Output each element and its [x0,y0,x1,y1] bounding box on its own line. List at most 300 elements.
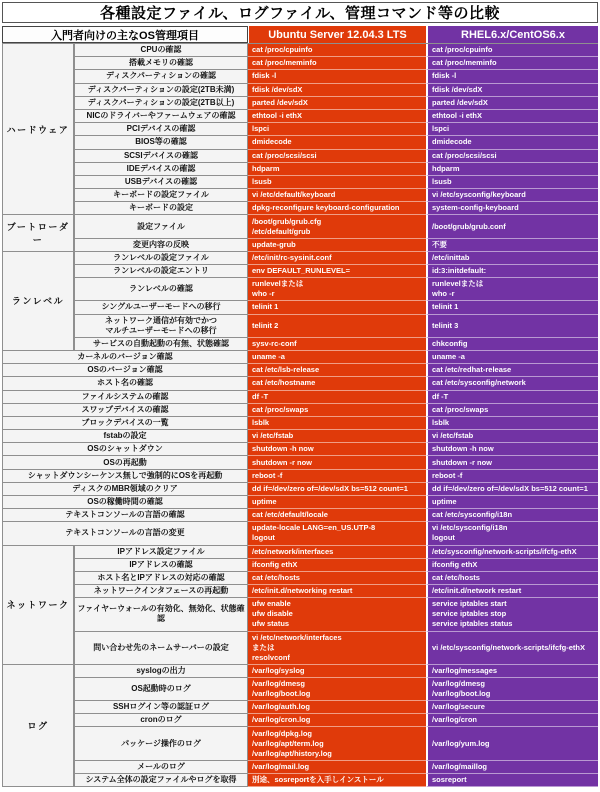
cell-line: シャットダウンシーケンス無しで強制的にOSを再起動 [27,470,223,480]
item-label [74,123,248,136]
item-label [74,252,248,265]
item-label [74,110,248,123]
table-row [2,404,598,417]
cell-line: /var/log/maillog [432,761,488,771]
cell-line: 設定ファイル [137,221,185,231]
table-row [74,215,598,238]
item-label [2,509,248,522]
cell-line: lsblk [252,417,270,427]
cell-line: ディスクパーティションの設定(2TB未満) [87,84,235,94]
table-header-row [2,26,598,43]
cell-line: cronのログ [140,715,182,725]
item-label [74,189,248,202]
cell-line: キーボードの設定ファイル [113,190,209,200]
cell-line: USBデバイスの確認 [124,176,198,186]
rhel-command-cell [426,110,598,123]
ubuntu-command-cell [248,252,426,265]
cell-line: CPUの確認 [140,45,182,55]
ubuntu-command-cell [248,97,426,110]
ubuntu-command-cell [248,265,426,278]
cell-line: または [252,642,275,652]
rhel-command-cell [426,338,598,351]
cell-line: chkconfig [432,338,468,348]
cell-line: /var/log/mail.log [252,761,310,771]
item-label [74,678,248,701]
cell-line: ufw disable [252,609,293,619]
ubuntu-command-cell [248,483,426,496]
ubuntu-command-cell [248,761,426,774]
cell-line: cat /proc/swaps [252,404,309,414]
rhel-command-cell [426,377,598,390]
ubuntu-command-cell [248,364,426,377]
cell-line: syslogの出力 [136,665,186,675]
cell-line: /etc/init.d/network restart [432,586,522,596]
table-row [74,714,598,727]
table-row [74,70,598,83]
cell-line: ufw enable [252,599,291,609]
rhel-command-cell [426,559,598,572]
cell-line: lsusb [432,176,452,186]
table-section [2,44,598,215]
table-section [2,252,598,351]
cell-line: dmidecode [432,137,472,147]
cell-line: env DEFAULT_RUNLEVEL= [252,266,351,276]
cell-line: /var/log/dmesg [252,678,305,688]
cell-line: cat /etc/hostname [252,378,316,388]
ubuntu-command-cell [248,202,426,215]
cell-line: カーネルのバージョン確認 [77,352,173,362]
table-row [2,496,598,509]
ubuntu-command-cell [248,57,426,70]
cell-line: ホスト名の確認 [97,378,153,388]
cell-line: cat /etc/lsb-release [252,365,320,375]
cell-line: OS起動時のログ [131,683,191,693]
ubuntu-command-cell [248,470,426,483]
cell-line: SCSIデバイスの確認 [123,150,199,160]
rhel-command-cell [426,123,598,136]
table-row [74,598,598,631]
ubuntu-command-cell [248,84,426,97]
cell-line: uptime [432,497,457,507]
item-label [2,470,248,483]
cell-line: vi /etc/sysconfig/i18n [432,523,508,533]
rhel-command-cell [426,714,598,727]
cell-line: uname -a [252,352,285,362]
rhel-command-cell [426,522,598,545]
cell-line: OSの再起動 [103,457,147,467]
item-label [74,714,248,727]
header-ubuntu-column: Ubuntu Server 12.04.3 LTS [248,26,426,43]
table-row [2,443,598,456]
item-label [2,364,248,377]
ubuntu-command-cell [248,44,426,57]
cell-line: uptime [252,497,277,507]
cell-line: update-locale LANG=en_US.UTP-8 [252,523,376,533]
cell-line: BIOS等の確認 [135,137,187,147]
cell-line: /etc/inittab [432,252,470,262]
cell-line: ブロックデバイスの一覧 [81,417,169,427]
ubuntu-command-cell [248,727,426,760]
cell-line: ifconfig ethX [252,559,298,569]
cell-line: vi /etc/fstab [432,431,474,441]
cell-line: cat /proc/swaps [432,404,489,414]
ubuntu-command-cell [248,278,426,301]
table-row [74,110,598,123]
cell-line: dpkg-reconfigure keyboard-configuration [252,203,400,213]
cell-line: telinit 1 [252,302,279,312]
table-row [74,123,598,136]
table-row [74,57,598,70]
cell-line: テキストコンソールの言語の確認 [65,510,185,520]
rhel-command-cell [426,598,598,631]
header-rhel-column: RHEL6.x/CentOS6.x [426,26,598,43]
cell-line: who -r [432,289,455,299]
item-label [74,265,248,278]
item-label [74,202,248,215]
cell-line: /etc/sysconfig/network-scripts/ifcfg-ethX [432,546,577,556]
ubuntu-command-cell [248,110,426,123]
ubuntu-command-cell [248,215,426,238]
cell-line: 不要 [432,239,447,249]
rhel-command-cell [426,572,598,585]
item-label [74,665,248,678]
table-row [74,546,598,559]
item-label [74,559,248,572]
rhel-command-cell [426,150,598,163]
cell-line: /etc/default/grub [252,226,311,236]
table-row [2,364,598,377]
cell-line: cat /proc/cpuinfo [432,45,493,55]
cell-line: cat /etc/sysconfig/network [432,378,526,388]
cell-line: logout [252,533,275,543]
comparison-table [2,43,598,787]
section-rows [74,44,598,215]
ubuntu-command-cell [248,430,426,443]
ubuntu-command-cell [248,123,426,136]
table-row [74,572,598,585]
cell-line: fdisk -l [432,71,457,81]
rhel-command-cell [426,470,598,483]
table-row [74,252,598,265]
cell-line: 問い合わせ先のネームサーバーの設定 [93,642,229,652]
table-row [74,278,598,301]
cell-line: /var/log/secure [432,702,485,712]
item-label [74,774,248,787]
rhel-command-cell [426,44,598,57]
rhel-command-cell [426,585,598,598]
cell-line: shutdown -h now [252,444,314,454]
group-cell: ブートローダー [2,215,74,251]
cell-line: /etc/init.d/networking restart [252,586,353,596]
item-label [74,632,248,665]
ubuntu-command-cell [248,351,426,364]
item-label [74,701,248,714]
cell-line: telinit 1 [432,302,459,312]
table-row [2,430,598,443]
rhel-command-cell [426,701,598,714]
table-row [74,665,598,678]
rhel-command-cell [426,727,598,760]
cell-line: ディスクパーティションの確認 [105,71,217,81]
cell-line: /var/log/dmesg [432,678,485,688]
cell-line: hdparm [252,163,280,173]
item-label [74,572,248,585]
cell-line: telinit 3 [432,320,459,330]
table-row [74,239,598,252]
rhel-command-cell [426,456,598,469]
ubuntu-command-cell [248,572,426,585]
item-label [2,351,248,364]
rhel-command-cell [426,678,598,701]
table-row [2,483,598,496]
cell-line: 搭載メモリの確認 [129,58,193,68]
cell-line: /var/log/yum.log [432,738,490,748]
item-label [2,522,248,545]
cell-line: /var/log/messages [432,665,498,675]
table-row [74,559,598,572]
ubuntu-command-cell [248,714,426,727]
rhel-command-cell [426,761,598,774]
cell-line: ifconfig ethX [432,559,478,569]
cell-line: logout [432,533,455,543]
cell-line: PCIデバイスの確認 [126,124,196,134]
cell-line: キーボードの設定 [129,203,193,213]
table-row [74,678,598,701]
cell-line: dd if=/dev/zero of=/dev/sdX bs=512 count=1 [432,483,588,493]
rhel-command-cell [426,301,598,314]
cell-line: cat /proc/meminfo [252,58,317,68]
cell-line: lspci [252,124,270,134]
item-label [74,150,248,163]
cell-line: update-grub [252,239,296,249]
cell-line: ネットワークインタフェースの再起動 [93,586,229,596]
cell-line: /var/log/syslog [252,665,305,675]
cell-line: /boot/grub/grub.conf [432,221,506,231]
rhel-command-cell [426,417,598,430]
cell-line: サービスの自動起動の有無、状態確認 [93,338,229,348]
section-rows [74,546,598,665]
cell-line: lsblk [432,417,450,427]
cell-line: スワップデバイスの確認 [81,404,169,414]
section-rows [74,252,598,351]
ubuntu-command-cell [248,315,426,338]
cell-line: /boot/grub/grub.cfg [252,216,322,226]
table-row [2,391,598,404]
rhel-command-cell [426,546,598,559]
rhel-command-cell [426,774,598,787]
ubuntu-command-cell [248,70,426,83]
table-row [74,761,598,774]
cell-line: vi /etc/sysconfig/network-scripts/ifcfg-ethX [432,642,585,652]
table-row [74,315,598,338]
table-row [2,470,598,483]
cell-line: cat /proc/scsi/scsi [252,150,317,160]
ubuntu-command-cell [248,546,426,559]
cell-line: 変更内容の反映 [133,239,189,249]
cell-line: shutdown -r now [432,457,492,467]
cell-line: reboot -f [252,470,283,480]
group-cell: ログ [2,665,74,787]
ubuntu-command-cell [248,665,426,678]
cell-line: /var/log/dpkg.log [252,728,313,738]
header-management-items: 入門者向けの主なOS管理項目 [2,26,248,43]
group-cell: ハードウェア [2,44,74,215]
ubuntu-command-cell [248,239,426,252]
table-row [74,44,598,57]
page-title: 各種設定ファイル、ログファイル、管理コマンド等の比較 [2,2,598,23]
ubuntu-command-cell [248,496,426,509]
rhel-command-cell [426,443,598,456]
table-row [74,163,598,176]
cell-line: dmidecode [252,137,292,147]
cell-line: sysv-rc-conf [252,338,297,348]
item-label [74,278,248,301]
cell-line: /var/log/cron.log [252,715,311,725]
table-row [74,136,598,149]
cell-line: parted /dev/sdX [432,97,488,107]
table-row [2,509,598,522]
table-row [2,522,598,545]
table-row [74,632,598,665]
table-row [74,150,598,163]
table-section [2,665,598,787]
table-row [74,189,598,202]
ubuntu-command-cell [248,391,426,404]
ubuntu-command-cell [248,522,426,545]
table-row [74,176,598,189]
table-row [74,97,598,110]
cell-line: fdisk /dev/sdX [432,84,483,94]
ubuntu-command-cell [248,632,426,665]
item-label [74,761,248,774]
ubuntu-command-cell [248,774,426,787]
cell-line: system-config-keyboard [432,203,519,213]
item-label [74,546,248,559]
table-row [74,701,598,714]
cell-line: service iptables status [432,619,513,629]
rhel-command-cell [426,278,598,301]
cell-line: cat /etc/redhat-release [432,365,512,375]
cell-line: parted /dev/sdX [252,97,308,107]
rhel-command-cell [426,252,598,265]
cell-line: lspci [432,124,450,134]
table-section [2,215,598,251]
table-section [2,546,598,665]
item-label [2,430,248,443]
ubuntu-command-cell [248,136,426,149]
cell-line: service iptables stop [432,609,507,619]
cell-line: シングルユーザーモードへの移行 [101,302,221,312]
item-label [74,57,248,70]
rhel-command-cell [426,509,598,522]
cell-line: df -T [432,391,449,401]
item-label [74,70,248,83]
ubuntu-command-cell [248,456,426,469]
cell-line: cat /etc/hosts [252,573,300,583]
table-row [2,456,598,469]
cell-line: SSHログイン等の認証ログ [112,702,210,712]
ubuntu-command-cell [248,150,426,163]
rhel-command-cell [426,496,598,509]
table-row [74,265,598,278]
section-rows [74,665,598,787]
rhel-command-cell [426,632,598,665]
rhel-command-cell [426,239,598,252]
cell-line: cat /proc/cpuinfo [252,45,313,55]
item-label [74,315,248,338]
rhel-command-cell [426,315,598,338]
rhel-command-cell [426,70,598,83]
item-label [2,404,248,417]
cell-line: /var/log/boot.log [432,688,491,698]
rhel-command-cell [426,351,598,364]
ubuntu-command-cell [248,176,426,189]
table-row [74,774,598,787]
rhel-command-cell [426,84,598,97]
cell-line: ホスト名とIPアドレスの対応の確認 [97,573,225,583]
cell-line: メールのログ [137,761,185,771]
item-label [2,483,248,496]
item-label [2,391,248,404]
cell-line: OSのシャットダウン [87,444,163,454]
table-row [2,377,598,390]
item-label [2,443,248,456]
rhel-command-cell [426,202,598,215]
item-label [2,456,248,469]
cell-line: /var/log/apt/history.log [252,748,332,758]
rhel-command-cell [426,57,598,70]
cell-line: hdparm [432,163,460,173]
ubuntu-command-cell [248,701,426,714]
cell-line: ethtool -i ethX [252,111,302,121]
cell-line: vi /etc/fstab [252,431,294,441]
cell-line: OSの稼働時間の確認 [87,497,163,507]
cell-line: cat /etc/hosts [432,573,480,583]
cell-line: runlevelまたは [252,279,304,289]
cell-line: df -T [252,391,269,401]
rhel-command-cell [426,163,598,176]
table-section [2,351,598,546]
section-rows [74,215,598,251]
rhel-command-cell [426,665,598,678]
ubuntu-command-cell [248,404,426,417]
cell-line: vi /etc/default/keyboard [252,190,336,200]
cell-line: ネットワーク通信が有効でかつ [105,315,217,325]
cell-line: who -r [252,289,275,299]
item-label [74,727,248,760]
cell-line: uname -a [432,352,465,362]
cell-line: cat /etc/sysconfig/i18n [432,510,513,520]
cell-line: shutdown -h now [432,444,494,454]
item-label [74,97,248,110]
cell-line: マルチユーザーモードへの移行 [105,325,217,335]
table-row [74,84,598,97]
ubuntu-command-cell [248,678,426,701]
cell-line: lsusb [252,176,272,186]
cell-line: /var/log/boot.log [252,688,311,698]
item-label [74,301,248,314]
cell-line: sosreport [432,774,467,784]
rhel-command-cell [426,176,598,189]
cell-line: テキストコンソールの言語の変更 [65,528,185,538]
table-row [74,301,598,314]
rhel-command-cell [426,483,598,496]
item-label [74,44,248,57]
item-label [74,176,248,189]
item-label [74,338,248,351]
item-label [74,84,248,97]
cell-line: cat /etc/default/locale [252,510,328,520]
